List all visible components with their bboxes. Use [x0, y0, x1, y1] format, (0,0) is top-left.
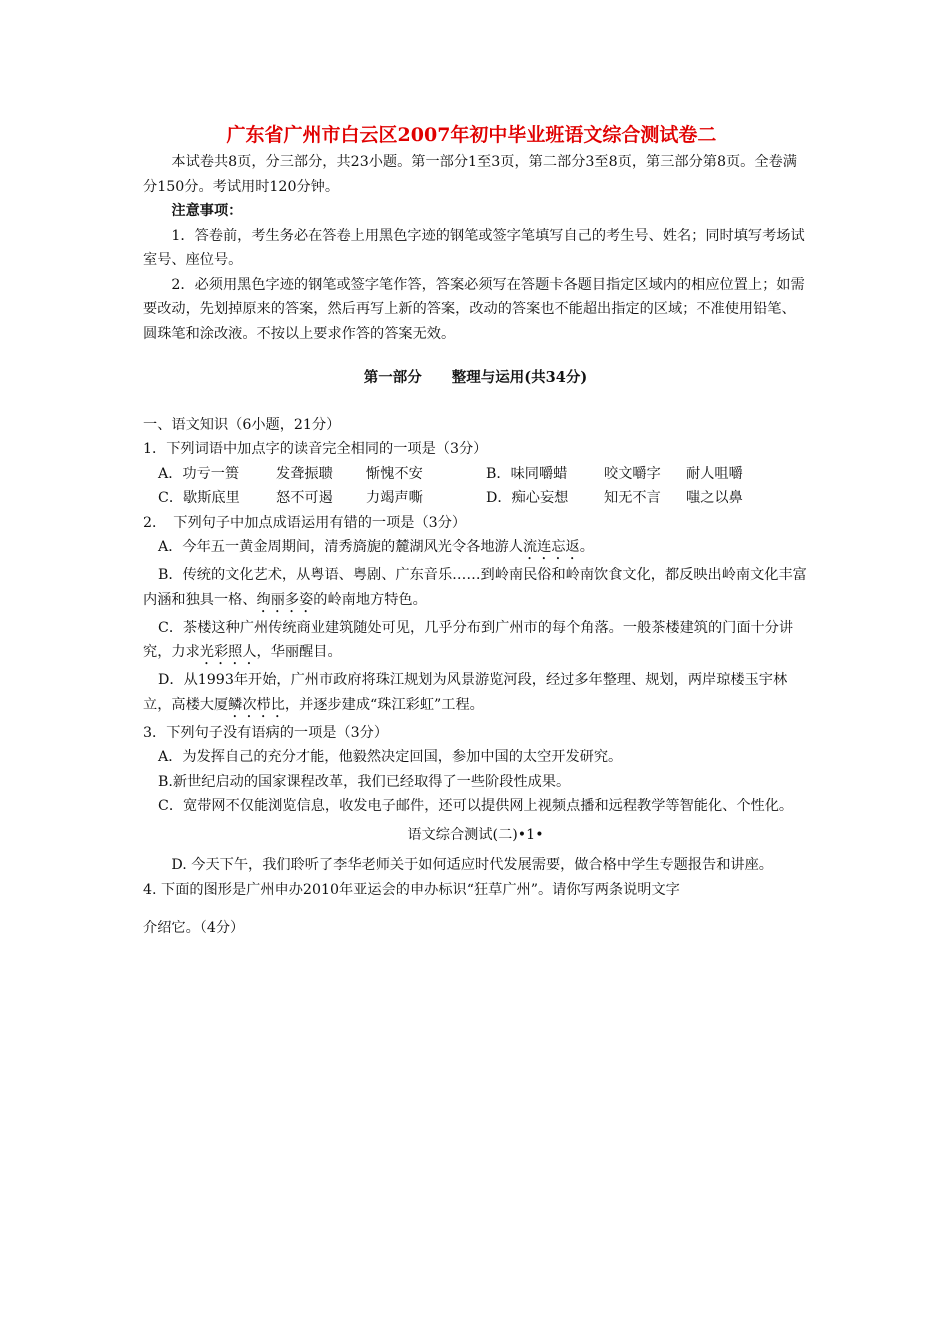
part-heading: 一、语文知识（6小题，21分） [143, 416, 341, 433]
option-word: 力竭声嘶 [366, 490, 423, 506]
option-word: 怒不可遏 [276, 490, 333, 506]
section-name: 第一部分 [363, 369, 422, 386]
dotted-idiom: 光彩照人 [199, 644, 257, 660]
intro-paragraph: 本试卷共8页，分三部分，共23小题。第一部分1至3页，第二部分3至8页，第三部分第8页。全卷满分150分。考试用时120分钟。 [143, 154, 797, 195]
question-2-option-a: A．今年五一黄金周期间，清秀旖旎的麓湖风光令各地游人流连忘返。 [158, 539, 594, 555]
page-footer: 语文综合测试(二)•1• [407, 826, 544, 843]
question-3-option-a: A．为发挥自己的充分才能，他毅然决定回国，参加中国的太空开发研究。 [158, 749, 623, 765]
question-1-stem: 1．下列词语中加点字的读音完全相同的一项是（3分） [143, 441, 488, 457]
question-4-line-1: 4. 下面的图形是广州申办2010年亚运会的申办标识“狂草广州”。请你写两条说明文字 [143, 881, 680, 898]
question-2-stem: 2． 下列句子中加点成语运用有错的一项是（3分） [143, 514, 467, 531]
question-3-option-b: B.新世纪启动的国家课程改革，我们已经取得了一些阶段性成果。 [158, 773, 571, 790]
question-2-option-c: C．茶楼这种广州传统商业建筑随处可见，几乎分布到广州市的每个角落。一般茶楼建筑的门面十分讲究，力求光彩照人，华丽醒目。 [143, 619, 794, 660]
option-word: 惭愧不安 [366, 465, 423, 482]
option-word: 发聋振聩 [276, 465, 333, 482]
notice-heading: 注意事项： [171, 203, 243, 219]
page-title: 广东省广州市白云区2007年初中毕业班语文综合测试卷二 [226, 124, 717, 146]
option-word: 嗤之以鼻 [686, 490, 743, 506]
notice-item-2: 2．必须用黑色字迹的钢笔或签字笔作答，答案必须写在答题卡各题目指定区域内的相应位置上；如需要改动，先划掉原来的答案，然后再写上新的答案，改动的答案也不能超出指定的区域；不准使用铅笔、圆珠笔和涂改液。不按以上要求作答的答案无效。 [143, 276, 805, 342]
section-title [143, 366, 808, 391]
question-3-option-c: C．宽带网不仅能浏览信息，收发电子邮件，还可以提供网上视频点播和远程教学等智能化、个性化。 [158, 798, 794, 814]
dotted-idiom: 鳞次栉比 [228, 696, 285, 713]
option-word: 耐人咀嚼 [686, 465, 743, 482]
option-word: C．歇斯底里 [158, 490, 240, 506]
exam-page [143, 120, 808, 941]
question-1-options-row-2 [143, 486, 808, 511]
dotted-idiom: 绚丽多姿 [256, 591, 314, 608]
question-2-option-b: B．传统的文化艺术，从粤语、粤剧、广东音乐……到岭南民俗和岭南饮食文化，都反映出岭南文化丰富内涵和独具一格、绚丽多姿的岭南地方特色。 [143, 567, 807, 608]
section-subtitle: 整理与运用(共34分) [451, 369, 588, 386]
question-3-stem: 3．下列句子没有语病的一项是（3分） [143, 724, 389, 741]
dotted-idiom: 流连忘返 [522, 539, 580, 555]
option-word: 咬文嚼字 [604, 465, 661, 482]
notice-item-1: 1．答卷前，考生务必在答卷上用黑色字迹的钢笔或签字笔填写自己的考生号、姓名；同时填写考场试室号、座位号。 [143, 227, 805, 268]
option-word: 知无不言 [604, 490, 661, 506]
option-word: D．痴心妄想 [486, 490, 569, 506]
question-1-options-row-1 [143, 462, 808, 487]
question-2-option-d: D．从1993年开始，广州市政府将珠江规划为风景游览河段，经过多年整理、规划，两岸琼楼玉宇林立，高楼大厦鳞次栉比，并逐步建成“珠江彩虹”工程。 [143, 672, 788, 713]
option-word: A．功亏一篑 [158, 465, 240, 482]
question-4-line-2: 介绍它。（4分） [143, 920, 245, 936]
option-word: B．味同嚼蜡 [486, 465, 568, 482]
question-3-option-d: D. 今天下午，我们聆听了李华老师关于如何适应时代发展需要，做合格中学生专题报告和讲座。 [171, 857, 773, 873]
